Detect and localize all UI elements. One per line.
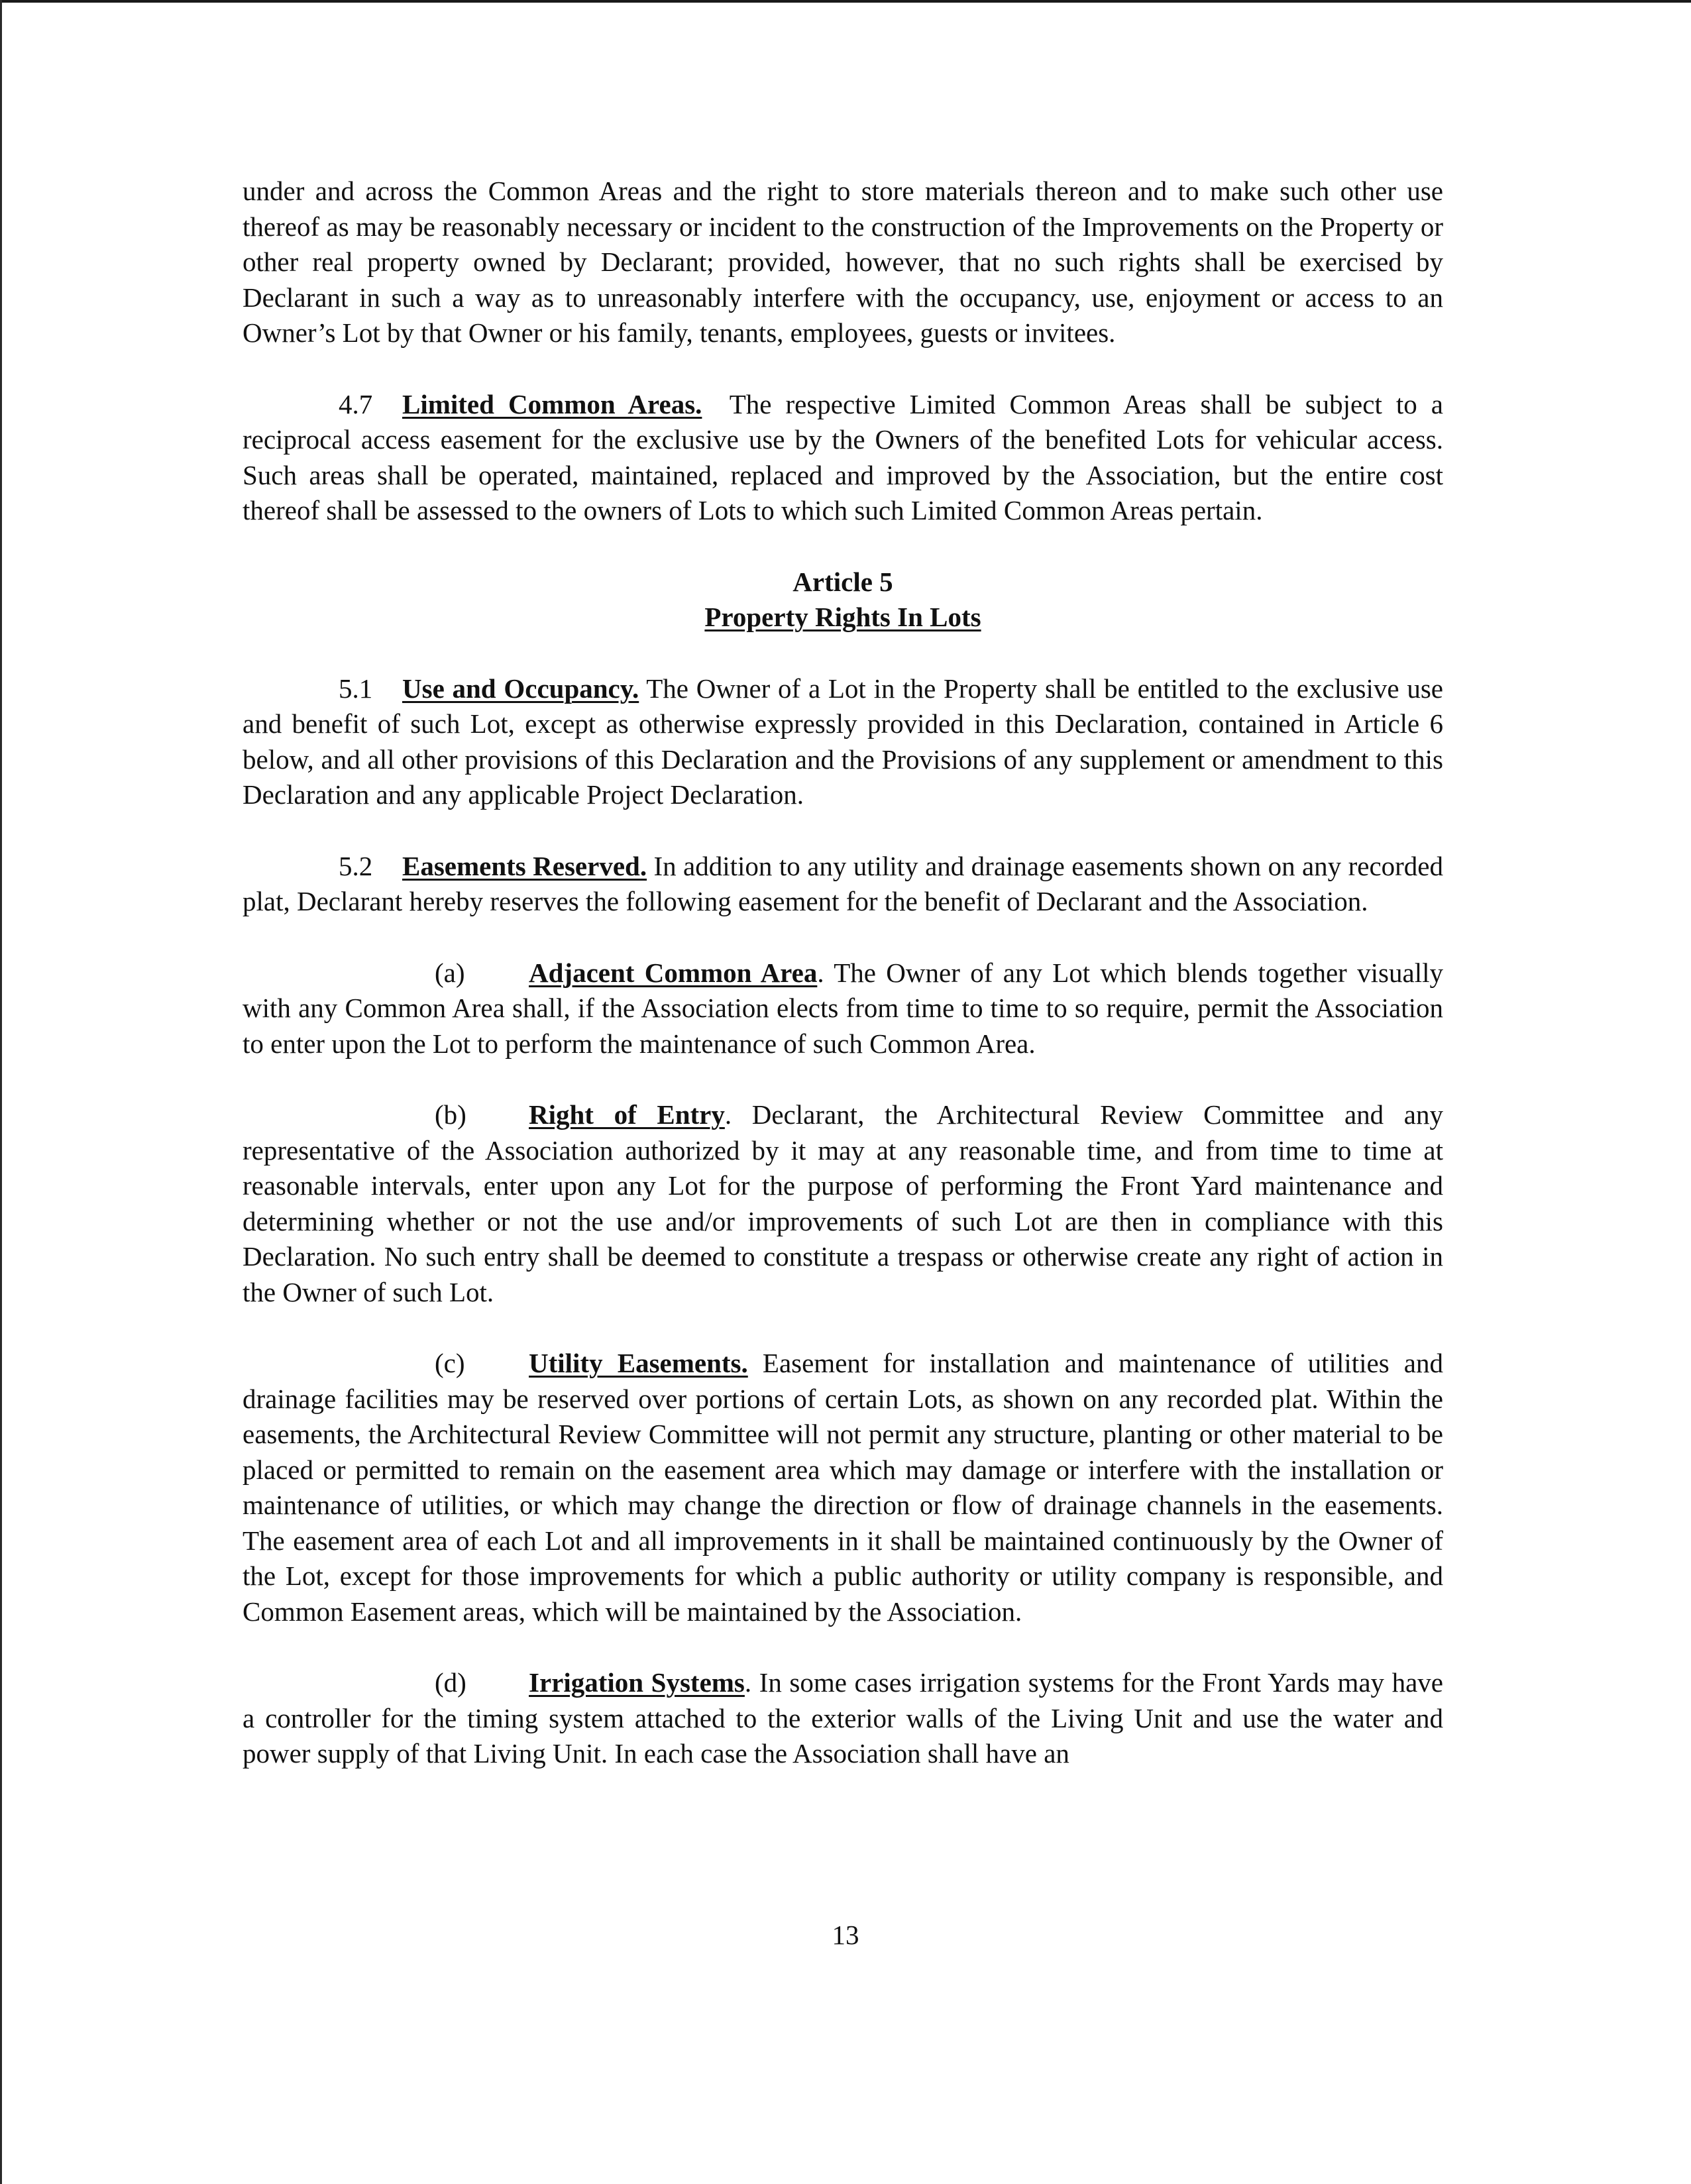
intro-paragraph bbox=[243, 174, 1443, 351]
section-number: 4.7 bbox=[339, 388, 373, 419]
subsection-number: (a) bbox=[435, 957, 465, 988]
article-title: Article 5 bbox=[792, 566, 893, 597]
scan-edge-left bbox=[0, 0, 2, 2184]
subsection-number: (d) bbox=[435, 1667, 466, 1698]
intro-text: under and across the Common Areas and the right to store materials thereon and to make such other use thereof as may be reasonably necessary or incident to the construction of the Improvements on the Property or other real property owned by Declarant; provided, however, that no such rights shall be exercised by Declarant in such a way as to unreasonably interfere with the occupancy, use, enjoyment or access to an Owner’s Lot by that Owner or his family, tenants, employees, guests or invitees. bbox=[243, 176, 1443, 348]
subsection-number: (b) bbox=[435, 1099, 466, 1130]
subsection-heading: Right of Entry bbox=[529, 1099, 725, 1130]
article-subtitle: Property Rights In Lots bbox=[704, 602, 981, 632]
subsection-b bbox=[243, 1097, 1443, 1310]
scan-edge-top bbox=[0, 0, 1691, 3]
subsection-c bbox=[243, 1346, 1443, 1629]
document-page bbox=[243, 174, 1443, 1808]
subsection-text: . In some cases irrigation systems for the Front Yards may have a controller for the timing system attached to the exterior walls of the Living Unit and use the water and power supply of that Living Unit. In each case the Association shall have an bbox=[243, 1667, 1443, 1769]
subsection-d bbox=[243, 1665, 1443, 1772]
section-heading: Use and Occupancy. bbox=[402, 673, 639, 704]
subsection-a bbox=[243, 956, 1443, 1062]
subsection-text: . The Owner of any Lot which blends together visually with any Common Area shall, if the Association elects from time to time to so require, permit the Association to enter upon the Lot to perform the maintenance of such Common Area. bbox=[243, 957, 1443, 1059]
section-number: 5.2 bbox=[339, 850, 373, 881]
section-5-1 bbox=[243, 671, 1443, 813]
subsection-text: Easement for installation and maintenance of utilities and drainage facilities may be reserved over portions of certain Lots, as shown on any recorded plat. Within the easements, the Architectural Review Committee will not permit any structure, planting or other material to be placed or permitted to remain on the easement area which may damage or interfere with the installation or maintenance of utilities, or which may change the direction or flow of drainage channels in the easements. The easement area of each Lot and all improvements in it shall be maintained continuously by the Owner of the Lot, except for those improvements for which a public authority or utility company is responsible, and Common Easement areas, which will be maintained by the Association. bbox=[243, 1348, 1444, 1627]
subsection-text: . Declarant, the Architectural Review Committee and any representative of the Association authorized by it may at any reasonable time, and from time to time at reasonable intervals, enter upon any Lot for the purpose of performing the Front Yard maintenance and determining whether or not the use and/or improvements of such Lot are then in compliance with this Declaration. No such entry shall be deemed to constitute a trespass or otherwise create any right of action in the Owner of such Lot. bbox=[243, 1099, 1443, 1307]
subsection-number: (c) bbox=[435, 1348, 465, 1378]
section-number: 5.1 bbox=[339, 673, 373, 704]
section-text: The respective Limited Common Areas shall be subject to a reciprocal access easement for the exclusive use by the Owners of the benefited Lots for vehicular access. Such areas shall be operated, maintained, replaced and improved by the Association, but the entire cost thereof shall be assessed to the owners of Lots to which such Limited Common Areas pertain. bbox=[243, 388, 1443, 525]
subsection-heading: Utility Easements. bbox=[529, 1348, 748, 1378]
section-text: In addition to any utility and drainage easements shown on any recorded plat, Declarant hereby reserves the following easement for the benefit of Declarant and the Association. bbox=[243, 850, 1443, 916]
subsection-heading: Irrigation Systems bbox=[529, 1667, 745, 1698]
section-text: The Owner of a Lot in the Property shall be entitled to the exclusive use and benefit of such Lot, except as otherwise expressly provided in this Declaration, contained in Article 6 below, and all other provisions of this Declaration and the Provisions of any supplement or amendment to this Declaration and any applicable Project Declaration. bbox=[243, 673, 1443, 810]
section-5-2 bbox=[243, 849, 1443, 920]
section-heading: Easements Reserved. bbox=[402, 850, 647, 881]
subsection-heading: Adjacent Common Area bbox=[529, 957, 818, 988]
article-heading bbox=[243, 565, 1443, 635]
page-number: 13 bbox=[832, 1920, 859, 1950]
section-4-7 bbox=[243, 387, 1443, 529]
section-heading: Limited Common Areas. bbox=[402, 388, 702, 419]
